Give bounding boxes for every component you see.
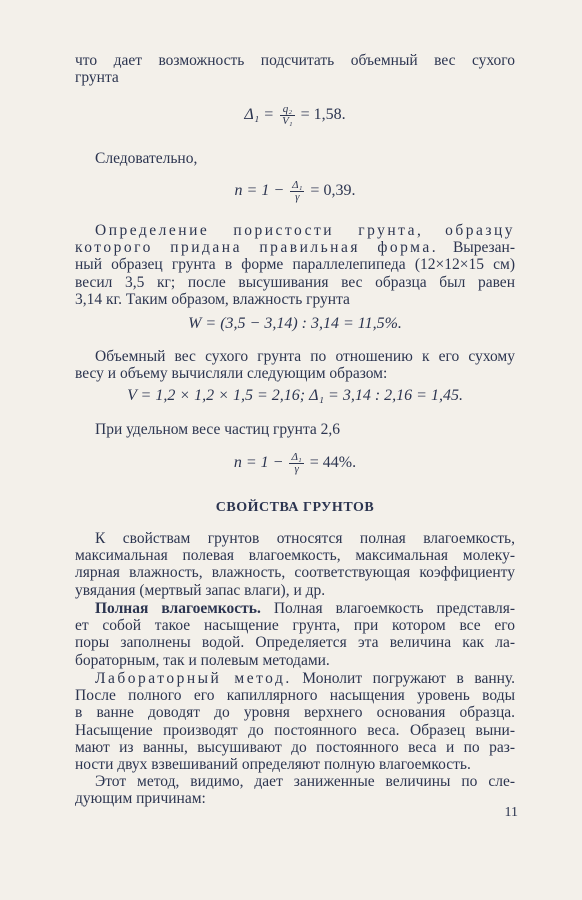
text-line [75, 239, 515, 256]
fraction-denominator: γ [295, 191, 300, 203]
text-line: К свойствам грунтов относятся полная влагоемкость, [95, 530, 515, 547]
text-line: Объемный вес сухого грунта по отношению к его сухому [95, 348, 515, 365]
equation-fraction [280, 104, 295, 127]
text-line: После полного его капиллярного насыщения уровень воды [75, 687, 515, 705]
text-line: лярная влажность, влажность, соответствующая коэффициенту [75, 564, 515, 582]
equation-moisture [75, 314, 515, 334]
text-line [75, 600, 515, 617]
paragraph-porosity-definition [75, 222, 515, 308]
equation-text: W = (3,5 − 3,14) : 3,14 = 11,5%. [188, 315, 402, 332]
page-number: 11 [504, 805, 518, 820]
text-line: ный образец грунта в форме параллелепипеда (12×12×15 см) [75, 256, 515, 274]
paragraph-opening [75, 52, 515, 86]
text-line: мают из ванны, высушивают до постоянного веса и по раз- [75, 738, 515, 756]
text-line: максимальная полевая влагоемкость, максимальная молеку- [75, 547, 515, 565]
paragraph-specific-weight [95, 421, 515, 438]
paragraph-method-limitations [75, 773, 515, 807]
equation-rhs: = 1,58. [296, 106, 346, 124]
equation-lhs: n = 1 − [234, 182, 289, 200]
fraction-denominator: γ [294, 463, 299, 475]
text-line [75, 670, 515, 687]
text-line: 3,14 кг. Таким образом, влажность грунта [75, 290, 350, 308]
equation-text: V = 1,2 × 1,2 × 1,5 = 2,16; Δ₁ = 3,14 : 2,16 = 1,45. [127, 387, 463, 404]
fraction-denominator: V₁ [282, 115, 293, 127]
emphasis-bold: Полная влагоемкость. [95, 600, 261, 617]
paragraph-full-capacity [75, 600, 515, 669]
text-line: весил 3,5 кг; после высушивания вес образца был равен [75, 273, 515, 291]
emphasis-spaced: Лабораторный метод. [95, 670, 292, 687]
text-line: Этот метод, видимо, дает заниженные величины по сле- [95, 773, 515, 790]
emphasis-spaced: которого придана правильная форма. [75, 239, 439, 257]
equation-volume [75, 386, 515, 406]
equation-fraction [290, 180, 304, 203]
section-heading: СВОЙСТВА ГРУНТОВ [215, 500, 375, 515]
text-line: грунта [75, 69, 119, 87]
emphasis-spaced: образцу [445, 222, 515, 239]
text-line: поры заполнены водой. Определяется эта величина как ла- [75, 634, 515, 652]
equation-porosity-2 [75, 452, 515, 475]
equation-lhs: Δ₁ = [244, 106, 279, 124]
emphasis-spaced: Определение пористости грунта, [95, 222, 424, 239]
text-line: При удельном весе частиц грунта 2,6 [95, 421, 341, 438]
text-line: Насыщение производят до постоянного веса. Образец выни- [75, 721, 515, 739]
fraction-numerator: q₂ [280, 104, 295, 116]
paragraph-soil-properties [75, 530, 515, 599]
text-line: бораторным, так и полевым методами. [75, 651, 330, 669]
text-line: ет собой такое насыщение грунта, при котором все его [75, 617, 515, 635]
equation-lhs: n = 1 − [233, 454, 288, 472]
text-line: увядания (мертвый запас влаги), и др. [75, 581, 326, 599]
paragraph-therefore [95, 150, 515, 167]
text-line: ности двух взвешиваний определяют полную влагоемкость. [75, 756, 471, 774]
text-fragment: Вырезан- [452, 239, 515, 257]
text-line: что дает возможность подсчитать объемный вес сухого [75, 52, 515, 69]
equation-porosity-1 [75, 180, 515, 203]
paragraph-lab-method [75, 670, 515, 773]
text-line: Следовательно, [95, 150, 198, 167]
equation-rhs: = 44%. [305, 454, 357, 472]
equation-rhs: = 0,39. [306, 182, 356, 200]
fraction-numerator: Δ₁ [292, 179, 303, 191]
text-fragment: Полная влагоемкость представля- [260, 600, 516, 617]
equation-fraction [289, 452, 303, 475]
text-line: весу и объему вычисляли следующим образом: [75, 365, 388, 383]
text-line: в ванне доводят до уровня верхнего основания образца. [75, 704, 515, 722]
fraction-numerator: Δ₁ [291, 451, 302, 463]
text-fragment: Монолит погружают в ванну. [291, 670, 516, 687]
text-line: дующим причинам: [75, 790, 206, 808]
paragraph-dry-weight [75, 348, 515, 382]
text-line [75, 222, 515, 239]
equation-delta [75, 104, 515, 127]
